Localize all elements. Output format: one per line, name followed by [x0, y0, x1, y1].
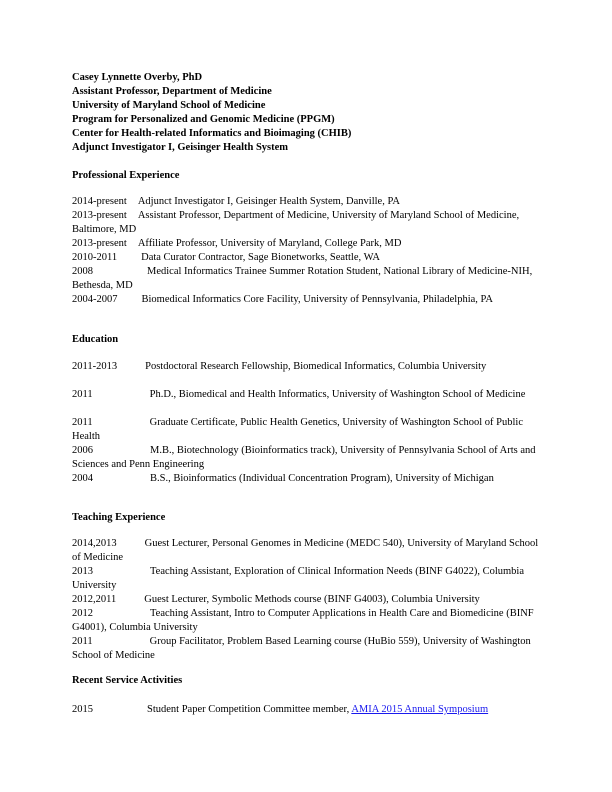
cv-header	[72, 71, 351, 156]
entry-text: Postdoctoral Research Fellowship, Biomedical Informatics, Columbia University	[145, 361, 487, 372]
list-item	[72, 607, 542, 635]
entry-year: 2013-present	[72, 210, 127, 221]
entry-year: 2014-present	[72, 196, 127, 207]
entry-text: Ph.D., Biomedical and Health Informatics, University of Washington School of Medicine	[149, 389, 526, 400]
author-affiliation: University of Maryland School of Medicine	[72, 100, 266, 112]
list-item	[72, 593, 542, 607]
entry-text: Student Paper Competition Committee member,	[147, 704, 352, 715]
entry-text: Assistant Professor, Department of Medicine, University of Maryland School of Medicine, Baltimore, MD	[72, 210, 520, 235]
entry-text: Medical Informatics Trainee Summer Rotation Student, National Library of Medicine-NIH, Bethesda, MD	[72, 266, 533, 291]
entry-text: Data Curator Contractor, Sage Bionetworks, Seattle, WA	[141, 252, 380, 263]
list-item	[72, 388, 542, 402]
entry-text: Group Facilitator, Problem Based Learning course (HuBio 559), University of Washington School of Medicine	[72, 636, 531, 661]
author-program: Program for Personalized and Genomic Medicine (PPGM)	[72, 114, 335, 126]
entry-text: M.B., Biotechnology (Bioinformatics track), University of Pennsylvania School of Arts and Sciences and Penn Engineering	[72, 445, 536, 470]
entry-text: Biomedical Informatics Core Facility, University of Pennsylvania, Philadelphia, PA	[141, 294, 493, 305]
section-title: Recent Service Activities	[72, 675, 183, 686]
entry-year: 2014,2013	[72, 538, 117, 549]
entry-text: Teaching Assistant, Intro to Computer Applications in Health Care and Biomedicine (BINF G4001), Columbia University	[72, 608, 534, 633]
section-title: Teaching Experience	[72, 512, 166, 523]
entry-year: 2006	[72, 445, 93, 456]
entry-year: 2012	[72, 608, 93, 619]
list-item	[72, 237, 542, 251]
entry-year: 2008	[72, 266, 93, 277]
author-adjunct: Adjunct Investigator I, Geisinger Health System	[72, 142, 289, 154]
entry-year: 2004	[72, 473, 93, 484]
entry-text: B.S., Bioinformatics (Individual Concentration Program), University of Michigan	[150, 473, 494, 484]
entry-year: 2011	[72, 636, 93, 647]
list-item	[72, 416, 542, 444]
entry-year: 2011	[72, 389, 93, 400]
entry-text: Graduate Certificate, Public Health Genetics, University of Washington School of Public Health	[72, 417, 524, 442]
section-title: Education	[72, 334, 119, 345]
author-title: Assistant Professor, Department of Medicine	[72, 86, 272, 98]
teaching-experience-section	[72, 511, 542, 661]
entry-year: 2010-2011	[72, 252, 118, 263]
entry-text: Affiliate Professor, University of Maryland, College Park, MD	[137, 238, 402, 249]
list-item	[72, 293, 542, 307]
entry-year: 2013-present	[72, 238, 127, 249]
symposium-link[interactable]: AMIA 2015 Annual Symposium	[351, 704, 489, 715]
entry-text: Adjunct Investigator I, Geisinger Health System, Danville, PA	[137, 196, 400, 207]
list-item	[72, 703, 542, 717]
section-title: Professional Experience	[72, 170, 180, 181]
professional-experience-section	[72, 169, 542, 305]
list-item	[72, 360, 542, 374]
service-activities-section	[72, 674, 542, 715]
entry-year: 2011	[72, 417, 93, 428]
list-item	[72, 444, 542, 472]
author-name: Casey Lynnette Overby, PhD	[72, 72, 203, 83]
author-center: Center for Health-related Informatics and Bioimaging (CHIB)	[72, 128, 352, 140]
list-item	[72, 265, 542, 293]
list-item	[72, 472, 542, 486]
entry-year: 2013	[72, 566, 93, 577]
entry-text: Guest Lecturer, Personal Genomes in Medicine (MEDC 540), University of Maryland School of Medicine	[72, 538, 539, 563]
list-item	[72, 209, 542, 237]
list-item	[72, 635, 542, 663]
entry-year: 2015	[72, 704, 93, 715]
list-item	[72, 537, 542, 565]
entry-year: 2011-2013	[72, 361, 118, 372]
entry-year: 2004-2007	[72, 294, 118, 305]
education-section	[72, 333, 542, 484]
entry-year: 2012,2011	[72, 594, 117, 605]
entry-text: Guest Lecturer, Symbolic Methods course (BINF G4003), Columbia University	[144, 594, 480, 605]
list-item	[72, 195, 542, 209]
list-item	[72, 251, 542, 265]
list-item	[72, 565, 542, 593]
entry-text: Teaching Assistant, Exploration of Clinical Information Needs (BINF G4022), Columbia University	[72, 566, 524, 591]
